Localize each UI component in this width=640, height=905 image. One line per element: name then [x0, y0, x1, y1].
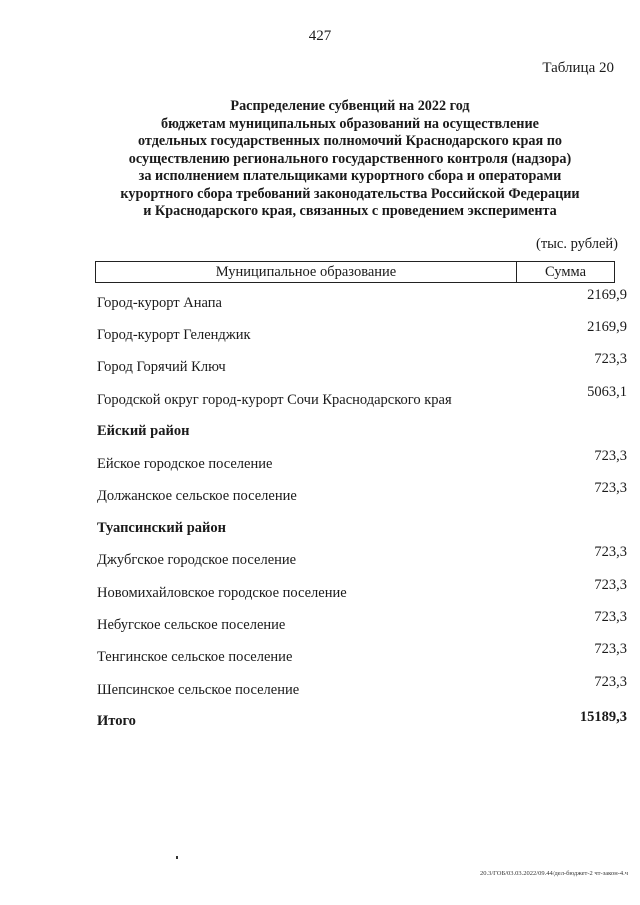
units-label: (тыс. рублей) — [536, 236, 618, 252]
table-row — [97, 384, 627, 414]
table-label: Таблица 20 — [542, 60, 614, 76]
row-name: Город-курорт Геленджик — [97, 327, 251, 343]
footer-reference: 20.3/ГОБ/03.03.2022/09.44/дел-бюджет-2 чт-закон-4.ч — [480, 870, 628, 877]
row-name: Небугское сельское поселение — [97, 617, 286, 633]
document-title — [90, 98, 610, 221]
table-row — [97, 287, 627, 317]
table-row — [97, 448, 627, 478]
row-name: Шепсинское сельское поселение — [97, 682, 300, 698]
title-line: бюджетам муниципальных образований на осуществление — [161, 115, 539, 132]
row-name: Город-курорт Анапа — [97, 295, 222, 311]
table-row — [97, 544, 627, 574]
row-name: Ейский район — [97, 423, 190, 439]
row-value: 723,3 — [594, 641, 627, 657]
title-line: Распределение субвенций на 2022 год — [230, 98, 470, 114]
row-value: 723,3 — [594, 674, 627, 690]
row-value: 723,3 — [594, 351, 627, 367]
table-row — [97, 480, 627, 510]
table-group-row — [97, 423, 627, 445]
row-value: 723,3 — [594, 480, 627, 496]
row-name: Туапсинский район — [97, 520, 226, 536]
row-name: Итого — [97, 713, 136, 729]
row-value: 5063,1 — [587, 384, 627, 400]
title-line: за исполнением плательщиками курортного сбора и операторами — [138, 168, 562, 184]
row-value: 723,3 — [594, 577, 627, 593]
table-row — [97, 351, 627, 381]
row-name: Новомихайловское городское поселение — [97, 585, 347, 601]
row-value: 15189,3 — [579, 709, 627, 725]
row-name: Должанское сельское поселение — [97, 488, 297, 504]
table-group-row — [97, 520, 627, 542]
scan-speck — [176, 856, 178, 859]
table-row — [97, 674, 627, 704]
row-value: 2169,9 — [587, 287, 627, 303]
title-line: курортного сбора требований законодательства Российской Федерации — [120, 185, 580, 202]
title-line: осуществлению регионального государственного контроля (надзора) — [128, 150, 572, 167]
table-row — [97, 609, 627, 639]
page-number: 427 — [308, 28, 332, 44]
row-name: Городской округ город-курорт Сочи Краснодарского края — [97, 392, 452, 408]
row-name: Джубгское городское поселение — [97, 552, 297, 568]
column-header-municipality: Муниципальное образование — [96, 262, 517, 282]
table-row — [97, 577, 627, 607]
row-value: 723,3 — [594, 609, 627, 625]
row-name: Город Горячий Ключ — [97, 359, 226, 375]
table-row — [97, 319, 627, 349]
table-row — [97, 641, 627, 671]
row-name: Ейское городское поселение — [97, 456, 273, 472]
row-value: 2169,9 — [587, 319, 627, 335]
row-value: 723,3 — [594, 544, 627, 560]
column-header-sum: Сумма — [544, 264, 587, 280]
row-value: 723,3 — [594, 448, 627, 464]
table-header — [95, 261, 615, 283]
row-name: Тенгинское сельское поселение — [97, 649, 293, 665]
table-total-row — [97, 709, 627, 735]
title-line: отдельных государственных полномочий Краснодарского края по — [138, 133, 562, 149]
title-line: и Краснодарского края, связанных с проведением эксперимента — [143, 203, 557, 219]
